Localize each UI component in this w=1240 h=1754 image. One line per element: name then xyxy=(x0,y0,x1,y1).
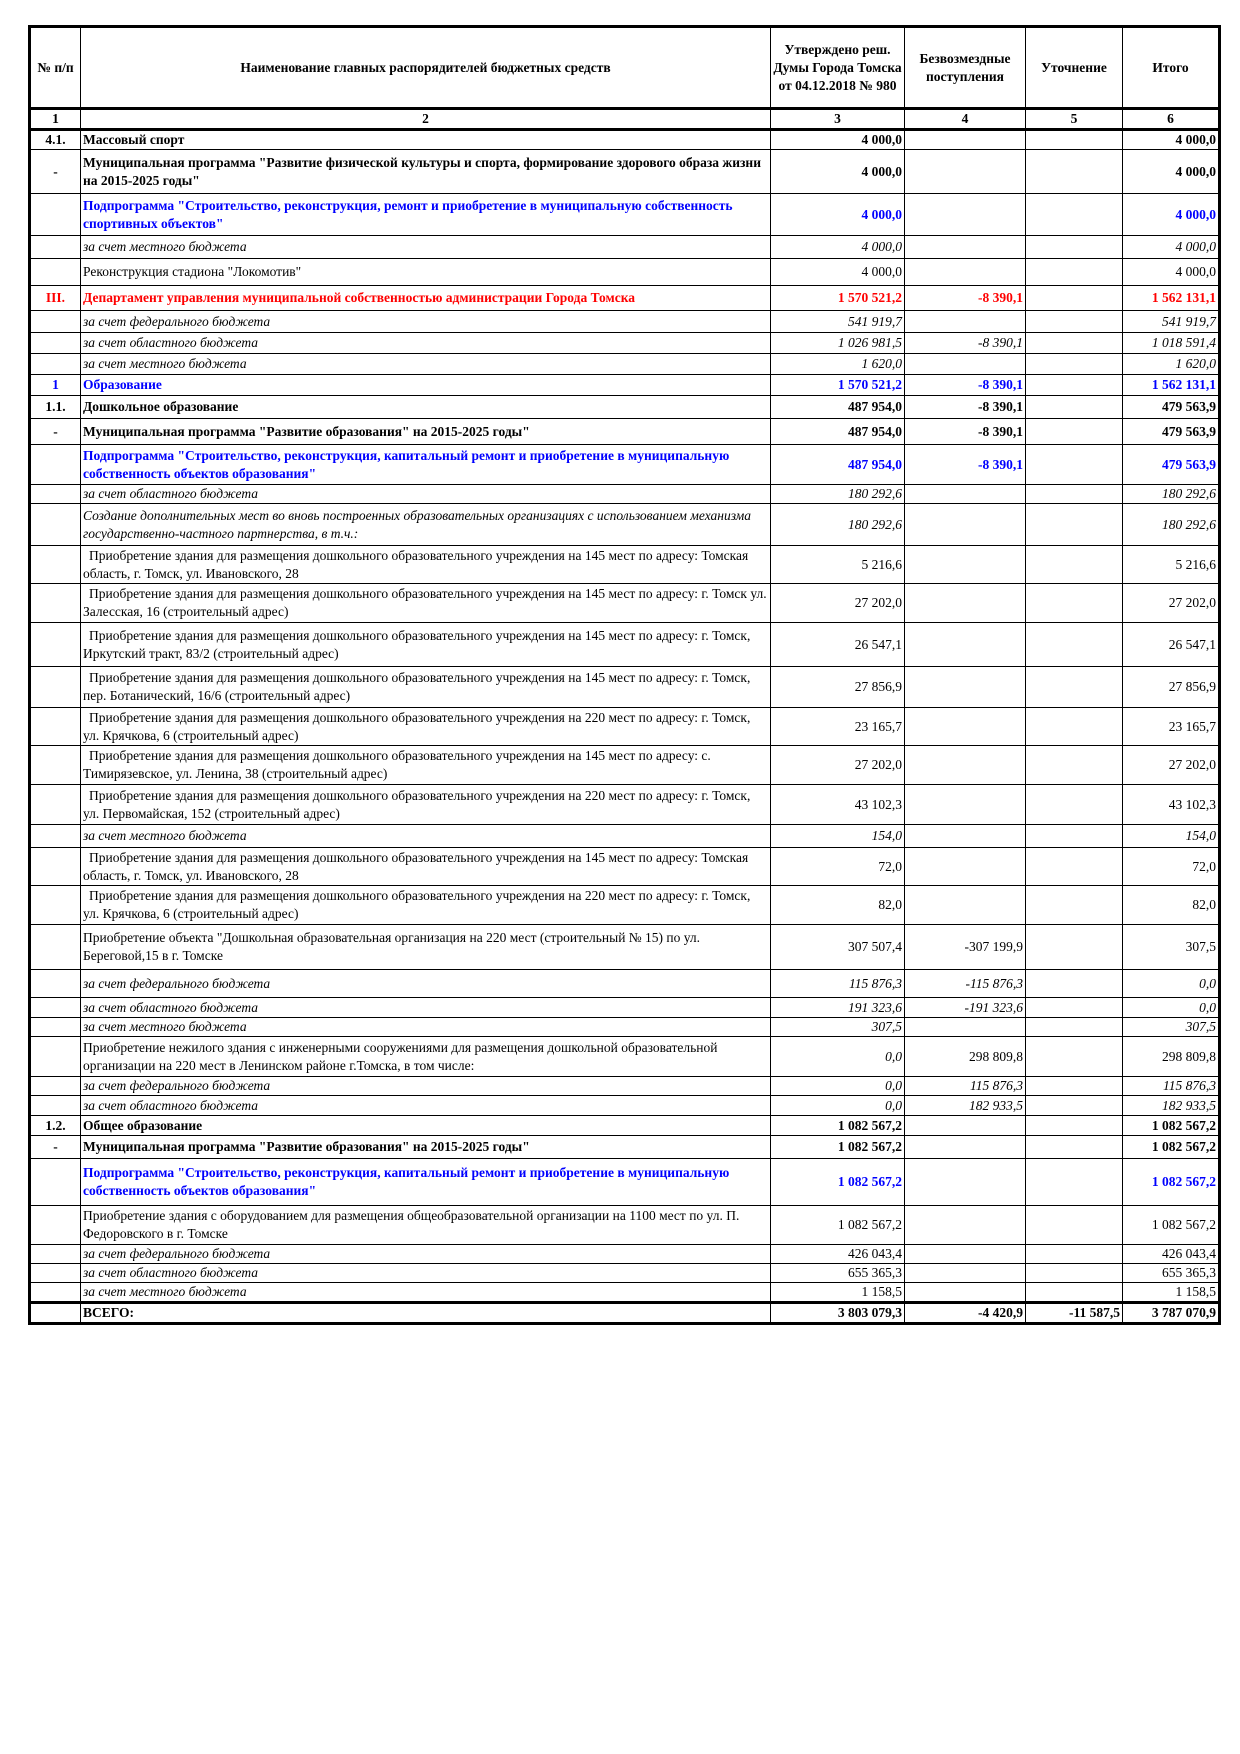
total-value: 1 082 567,2 xyxy=(1123,1136,1220,1159)
table-row xyxy=(30,286,1220,311)
row-name: Общее образование xyxy=(81,1116,771,1136)
row-name: Дошкольное образование xyxy=(81,396,771,419)
table-row xyxy=(30,1159,1220,1206)
grants-value xyxy=(905,1283,1026,1303)
approved-value: 180 292,6 xyxy=(771,504,905,546)
approved-value: 4 000,0 xyxy=(771,194,905,236)
total-value: 4 000,0 xyxy=(1123,194,1220,236)
column-number: 3 xyxy=(771,109,905,130)
table-row xyxy=(30,445,1220,485)
total-value: 0,0 xyxy=(1123,970,1220,998)
row-name: Приобретение здания для размещения дошкольного образовательного учреждения на 220 мест по адресу: г. Томск, ул. Крячкова, 6 (строительный адрес) xyxy=(81,708,771,746)
row-name: Приобретение здания для размещения дошкольного образовательного учреждения на 145 мест по адресу: г. Томск ул. Залесская, 16 (строительный адрес) xyxy=(81,584,771,623)
row-number xyxy=(30,333,81,354)
total-value: 1 562 131,1 xyxy=(1123,286,1220,311)
row-number xyxy=(30,886,81,925)
header-total: Итого xyxy=(1123,27,1220,109)
table-row xyxy=(30,236,1220,259)
row-number xyxy=(30,1303,81,1324)
table-row xyxy=(30,485,1220,504)
grants-value xyxy=(905,848,1026,886)
row-name: Муниципальная программа "Развитие физической культуры и спорта, формирование здорового образа жизни на 2015-2025 годы" xyxy=(81,150,771,194)
total-value: 0,0 xyxy=(1123,998,1220,1018)
column-number: 4 xyxy=(905,109,1026,130)
grants-value: -307 199,9 xyxy=(905,925,1026,970)
row-number xyxy=(30,354,81,375)
total-value: 1 158,5 xyxy=(1123,1283,1220,1303)
row-name: за счет областного бюджета xyxy=(81,1096,771,1116)
table-row xyxy=(30,1264,1220,1283)
row-name: за счет областного бюджета xyxy=(81,485,771,504)
row-name: за счет федерального бюджета xyxy=(81,970,771,998)
total-value: 23 165,7 xyxy=(1123,708,1220,746)
grants-value xyxy=(905,584,1026,623)
column-numbers-row xyxy=(30,109,1220,130)
row-number xyxy=(30,546,81,584)
row-number xyxy=(30,1018,81,1037)
approved-value: 5 216,6 xyxy=(771,546,905,584)
row-number xyxy=(30,623,81,667)
row-name: Приобретение здания для размещения дошкольного образовательного учреждения на 145 мест по адресу: г. Томск, Иркутский тракт, 83/2 (строительный адрес) xyxy=(81,623,771,667)
row-number: 1 xyxy=(30,375,81,396)
row-number xyxy=(30,259,81,286)
grants-value: -8 390,1 xyxy=(905,396,1026,419)
row-number xyxy=(30,825,81,848)
grants-value: -4 420,9 xyxy=(905,1303,1026,1324)
approved-value: 1 082 567,2 xyxy=(771,1206,905,1245)
row-number xyxy=(30,667,81,708)
table-row xyxy=(30,825,1220,848)
adjustment-value xyxy=(1026,445,1123,485)
table-row xyxy=(30,886,1220,925)
table-row xyxy=(30,375,1220,396)
adjustment-value xyxy=(1026,150,1123,194)
column-number: 1 xyxy=(30,109,81,130)
row-name: Приобретение здания для размещения дошкольного образовательного учреждения на 220 мест по адресу: г. Томск, ул. Крячкова, 6 (строительный адрес) xyxy=(81,886,771,925)
approved-value: 72,0 xyxy=(771,848,905,886)
row-name: за счет областного бюджета xyxy=(81,998,771,1018)
total-value: 4 000,0 xyxy=(1123,130,1220,150)
column-number: 5 xyxy=(1026,109,1123,130)
approved-value: 191 323,6 xyxy=(771,998,905,1018)
row-name: Приобретение здания для размещения дошкольного образовательного учреждения на 145 мест по адресу: Томская область, г. Томск, ул. Ивановского, 28 xyxy=(81,546,771,584)
approved-value: 1 026 981,5 xyxy=(771,333,905,354)
approved-value: 82,0 xyxy=(771,886,905,925)
adjustment-value xyxy=(1026,970,1123,998)
adjustment-value xyxy=(1026,375,1123,396)
total-value: 182 933,5 xyxy=(1123,1096,1220,1116)
row-number xyxy=(30,848,81,886)
table-row xyxy=(30,1245,1220,1264)
adjustment-value: -11 587,5 xyxy=(1026,1303,1123,1324)
grants-value xyxy=(905,150,1026,194)
row-name: Приобретение здания с оборудованием для размещения общеобразовательной организации на 1100 мест по ул. П. Федоровского в г. Томске xyxy=(81,1206,771,1245)
row-name: Массовый спорт xyxy=(81,130,771,150)
row-name: за счет федерального бюджета xyxy=(81,1245,771,1264)
total-value: 298 809,8 xyxy=(1123,1037,1220,1077)
row-name: Приобретение здания для размещения дошкольного образовательного учреждения на 220 мест по адресу: г. Томск, ул. Первомайская, 152 (строительный адрес) xyxy=(81,785,771,825)
row-name: за счет федерального бюджета xyxy=(81,311,771,333)
adjustment-value xyxy=(1026,708,1123,746)
row-name: Муниципальная программа "Развитие образования" на 2015-2025 годы" xyxy=(81,419,771,445)
approved-value: 1 620,0 xyxy=(771,354,905,375)
row-number: - xyxy=(30,419,81,445)
grants-value: -8 390,1 xyxy=(905,333,1026,354)
approved-value: 0,0 xyxy=(771,1037,905,1077)
approved-value: 23 165,7 xyxy=(771,708,905,746)
table-row xyxy=(30,1303,1220,1324)
approved-value: 3 803 079,3 xyxy=(771,1303,905,1324)
approved-value: 180 292,6 xyxy=(771,485,905,504)
table-row xyxy=(30,1077,1220,1096)
grants-value: 298 809,8 xyxy=(905,1037,1026,1077)
row-name: за счет местного бюджета xyxy=(81,1018,771,1037)
total-value: 43 102,3 xyxy=(1123,785,1220,825)
row-number: 1.2. xyxy=(30,1116,81,1136)
total-value: 1 082 567,2 xyxy=(1123,1159,1220,1206)
grants-value xyxy=(905,546,1026,584)
adjustment-value xyxy=(1026,1264,1123,1283)
table-row xyxy=(30,1096,1220,1116)
grants-value xyxy=(905,311,1026,333)
total-value: 72,0 xyxy=(1123,848,1220,886)
table-row xyxy=(30,396,1220,419)
grants-value: -8 390,1 xyxy=(905,286,1026,311)
row-number xyxy=(30,504,81,546)
adjustment-value xyxy=(1026,623,1123,667)
row-name: Департамент управления муниципальной собственностью администрации Города Томска xyxy=(81,286,771,311)
row-name: Приобретение здания для размещения дошкольного образовательного учреждения на 145 мест по адресу: с. Тимирязевское, ул. Ленина, 38 (строительный адрес) xyxy=(81,746,771,785)
row-number xyxy=(30,1245,81,1264)
adjustment-value xyxy=(1026,1245,1123,1264)
total-value: 5 216,6 xyxy=(1123,546,1220,584)
row-name: Приобретение здания для размещения дошкольного образовательного учреждения на 145 мест по адресу: Томская область, г. Томск, ул. Ивановского, 28 xyxy=(81,848,771,886)
adjustment-value xyxy=(1026,1077,1123,1096)
approved-value: 4 000,0 xyxy=(771,150,905,194)
grants-value xyxy=(905,708,1026,746)
adjustment-value xyxy=(1026,998,1123,1018)
header-number: № п/п xyxy=(30,27,81,109)
approved-value: 1 158,5 xyxy=(771,1283,905,1303)
adjustment-value xyxy=(1026,130,1123,150)
row-name: за счет областного бюджета xyxy=(81,333,771,354)
table-row xyxy=(30,333,1220,354)
total-value: 154,0 xyxy=(1123,825,1220,848)
approved-value: 154,0 xyxy=(771,825,905,848)
total-value: 1 620,0 xyxy=(1123,354,1220,375)
approved-value: 0,0 xyxy=(771,1077,905,1096)
total-value: 4 000,0 xyxy=(1123,150,1220,194)
row-number xyxy=(30,1077,81,1096)
adjustment-value xyxy=(1026,746,1123,785)
total-value: 3 787 070,9 xyxy=(1123,1303,1220,1324)
adjustment-value xyxy=(1026,1037,1123,1077)
total-value: 27 202,0 xyxy=(1123,746,1220,785)
row-name: Реконструкция стадиона "Локомотив" xyxy=(81,259,771,286)
approved-value: 0,0 xyxy=(771,1096,905,1116)
row-name: за счет федерального бюджета xyxy=(81,1077,771,1096)
row-number xyxy=(30,1206,81,1245)
row-number: 4.1. xyxy=(30,130,81,150)
adjustment-value xyxy=(1026,1136,1123,1159)
adjustment-value xyxy=(1026,584,1123,623)
adjustment-value xyxy=(1026,419,1123,445)
total-value: 307,5 xyxy=(1123,925,1220,970)
table-body xyxy=(30,130,1220,1324)
grants-value: -8 390,1 xyxy=(905,445,1026,485)
adjustment-value xyxy=(1026,667,1123,708)
total-value: 27 202,0 xyxy=(1123,584,1220,623)
table-row xyxy=(30,1018,1220,1037)
header-name: Наименование главных распорядителей бюджетных средств xyxy=(81,27,771,109)
approved-value: 4 000,0 xyxy=(771,130,905,150)
grants-value: 182 933,5 xyxy=(905,1096,1026,1116)
grants-value xyxy=(905,1018,1026,1037)
grants-value xyxy=(905,236,1026,259)
table-row xyxy=(30,194,1220,236)
row-number xyxy=(30,1264,81,1283)
row-number xyxy=(30,970,81,998)
table-row xyxy=(30,1283,1220,1303)
table-row xyxy=(30,546,1220,584)
total-value: 1 562 131,1 xyxy=(1123,375,1220,396)
row-name: Подпрограмма "Строительство, реконструкция, ремонт и приобретение в муниципальную собственность спортивных объектов" xyxy=(81,194,771,236)
approved-value: 541 919,7 xyxy=(771,311,905,333)
total-value: 1 082 567,2 xyxy=(1123,1206,1220,1245)
row-number xyxy=(30,998,81,1018)
approved-value: 426 043,4 xyxy=(771,1245,905,1264)
grants-value: -8 390,1 xyxy=(905,375,1026,396)
row-number xyxy=(30,1283,81,1303)
adjustment-value xyxy=(1026,286,1123,311)
row-name: Приобретение здания для размещения дошкольного образовательного учреждения на 145 мест по адресу: г. Томск, пер. Ботанический, 16/6 (строительный адрес) xyxy=(81,667,771,708)
table-row xyxy=(30,848,1220,886)
approved-value: 1 082 567,2 xyxy=(771,1116,905,1136)
adjustment-value xyxy=(1026,396,1123,419)
row-number: - xyxy=(30,150,81,194)
grants-value xyxy=(905,354,1026,375)
adjustment-value xyxy=(1026,1018,1123,1037)
row-number xyxy=(30,485,81,504)
row-number: III. xyxy=(30,286,81,311)
row-name: Создание дополнительных мест во вновь построенных образовательных организациях с использованием механизма государственно-частного партнерства, в т.ч.: xyxy=(81,504,771,546)
approved-value: 487 954,0 xyxy=(771,419,905,445)
row-name: за счет местного бюджета xyxy=(81,1283,771,1303)
row-name: Подпрограмма "Строительство, реконструкция, капитальный ремонт и приобретение в муниципальную собственность объектов образования" xyxy=(81,1159,771,1206)
total-value: 26 547,1 xyxy=(1123,623,1220,667)
table-row xyxy=(30,925,1220,970)
adjustment-value xyxy=(1026,848,1123,886)
row-name: Подпрограмма "Строительство, реконструкция, капитальный ремонт и приобретение в муниципальную собственность объектов образования" xyxy=(81,445,771,485)
adjustment-value xyxy=(1026,785,1123,825)
adjustment-value xyxy=(1026,259,1123,286)
approved-value: 27 202,0 xyxy=(771,584,905,623)
grants-value xyxy=(905,1245,1026,1264)
total-value: 479 563,9 xyxy=(1123,396,1220,419)
approved-value: 43 102,3 xyxy=(771,785,905,825)
approved-value: 487 954,0 xyxy=(771,445,905,485)
header-grants: Безвозмездные поступления xyxy=(905,27,1026,109)
row-name: за счет местного бюджета xyxy=(81,825,771,848)
row-number xyxy=(30,584,81,623)
table-row xyxy=(30,998,1220,1018)
total-value: 541 919,7 xyxy=(1123,311,1220,333)
grants-value xyxy=(905,825,1026,848)
total-value: 1 018 591,4 xyxy=(1123,333,1220,354)
total-value: 82,0 xyxy=(1123,886,1220,925)
adjustment-value xyxy=(1026,333,1123,354)
row-number xyxy=(30,785,81,825)
table-row xyxy=(30,1116,1220,1136)
adjustment-value xyxy=(1026,1283,1123,1303)
header-adjustment: Уточнение xyxy=(1026,27,1123,109)
total-value: 426 043,4 xyxy=(1123,1245,1220,1264)
adjustment-value xyxy=(1026,546,1123,584)
adjustment-value xyxy=(1026,825,1123,848)
row-number xyxy=(30,1037,81,1077)
grants-value xyxy=(905,504,1026,546)
table-row xyxy=(30,1037,1220,1077)
grants-value xyxy=(905,623,1026,667)
table-row xyxy=(30,311,1220,333)
total-value: 479 563,9 xyxy=(1123,419,1220,445)
table-row xyxy=(30,970,1220,998)
adjustment-value xyxy=(1026,1206,1123,1245)
approved-value: 655 365,3 xyxy=(771,1264,905,1283)
grants-value: -115 876,3 xyxy=(905,970,1026,998)
total-value: 307,5 xyxy=(1123,1018,1220,1037)
grants-value xyxy=(905,746,1026,785)
approved-value: 487 954,0 xyxy=(771,396,905,419)
header-approved: Утверждено реш. Думы Города Томска от 04.12.2018 № 980 xyxy=(771,27,905,109)
adjustment-value xyxy=(1026,354,1123,375)
grants-value xyxy=(905,1264,1026,1283)
approved-value: 115 876,3 xyxy=(771,970,905,998)
adjustment-value xyxy=(1026,1116,1123,1136)
approved-value: 27 202,0 xyxy=(771,746,905,785)
grants-value: -8 390,1 xyxy=(905,419,1026,445)
adjustment-value xyxy=(1026,886,1123,925)
column-number: 2 xyxy=(81,109,771,130)
row-number xyxy=(30,194,81,236)
grants-value xyxy=(905,259,1026,286)
table-row xyxy=(30,150,1220,194)
table-row xyxy=(30,708,1220,746)
row-number xyxy=(30,445,81,485)
total-value: 115 876,3 xyxy=(1123,1077,1220,1096)
row-number xyxy=(30,925,81,970)
total-value: 4 000,0 xyxy=(1123,259,1220,286)
budget-table xyxy=(28,25,1221,1325)
row-number xyxy=(30,1096,81,1116)
adjustment-value xyxy=(1026,1159,1123,1206)
total-value: 4 000,0 xyxy=(1123,236,1220,259)
row-name: ВСЕГО: xyxy=(81,1303,771,1324)
total-value: 180 292,6 xyxy=(1123,504,1220,546)
grants-value xyxy=(905,785,1026,825)
approved-value: 27 856,9 xyxy=(771,667,905,708)
row-number xyxy=(30,746,81,785)
grants-value: 115 876,3 xyxy=(905,1077,1026,1096)
row-number xyxy=(30,311,81,333)
approved-value: 1 082 567,2 xyxy=(771,1159,905,1206)
table-row xyxy=(30,259,1220,286)
row-number: 1.1. xyxy=(30,396,81,419)
table-row xyxy=(30,1206,1220,1245)
adjustment-value xyxy=(1026,311,1123,333)
total-value: 479 563,9 xyxy=(1123,445,1220,485)
approved-value: 1 570 521,2 xyxy=(771,375,905,396)
approved-value: 307,5 xyxy=(771,1018,905,1037)
grants-value xyxy=(905,886,1026,925)
table-row xyxy=(30,746,1220,785)
table-row xyxy=(30,623,1220,667)
approved-value: 4 000,0 xyxy=(771,259,905,286)
row-name: за счет местного бюджета xyxy=(81,236,771,259)
grants-value xyxy=(905,1206,1026,1245)
approved-value: 26 547,1 xyxy=(771,623,905,667)
grants-value xyxy=(905,1116,1026,1136)
table-row xyxy=(30,504,1220,546)
total-value: 655 365,3 xyxy=(1123,1264,1220,1283)
approved-value: 1 570 521,2 xyxy=(771,286,905,311)
row-name: Образование xyxy=(81,375,771,396)
adjustment-value xyxy=(1026,194,1123,236)
table-row xyxy=(30,130,1220,150)
row-number xyxy=(30,708,81,746)
grants-value: -191 323,6 xyxy=(905,998,1026,1018)
row-number xyxy=(30,1159,81,1206)
row-name: за счет областного бюджета xyxy=(81,1264,771,1283)
total-value: 180 292,6 xyxy=(1123,485,1220,504)
adjustment-value xyxy=(1026,1096,1123,1116)
row-name: Приобретение объекта "Дошкольная образовательная организация на 220 мест (строительный № 15) по ул. Береговой,15 в г. Томске xyxy=(81,925,771,970)
approved-value: 4 000,0 xyxy=(771,236,905,259)
column-number: 6 xyxy=(1123,109,1220,130)
table-header-row xyxy=(30,27,1220,109)
adjustment-value xyxy=(1026,236,1123,259)
table-row xyxy=(30,419,1220,445)
approved-value: 1 082 567,2 xyxy=(771,1136,905,1159)
row-name: Муниципальная программа "Развитие образования" на 2015-2025 годы" xyxy=(81,1136,771,1159)
approved-value: 307 507,4 xyxy=(771,925,905,970)
adjustment-value xyxy=(1026,485,1123,504)
table-row xyxy=(30,785,1220,825)
grants-value xyxy=(905,130,1026,150)
grants-value xyxy=(905,485,1026,504)
grants-value xyxy=(905,667,1026,708)
table-row xyxy=(30,1136,1220,1159)
row-number xyxy=(30,236,81,259)
grants-value xyxy=(905,194,1026,236)
table-row xyxy=(30,667,1220,708)
row-number: - xyxy=(30,1136,81,1159)
total-value: 27 856,9 xyxy=(1123,667,1220,708)
table-row xyxy=(30,584,1220,623)
adjustment-value xyxy=(1026,925,1123,970)
row-name: за счет местного бюджета xyxy=(81,354,771,375)
grants-value xyxy=(905,1159,1026,1206)
adjustment-value xyxy=(1026,504,1123,546)
total-value: 1 082 567,2 xyxy=(1123,1116,1220,1136)
grants-value xyxy=(905,1136,1026,1159)
table-row xyxy=(30,354,1220,375)
row-name: Приобретение нежилого здания с инженерными сооружениями для размещения дошкольной образовательной организации на 220 мест в Ленинском районе г.Томска, в том числе: xyxy=(81,1037,771,1077)
